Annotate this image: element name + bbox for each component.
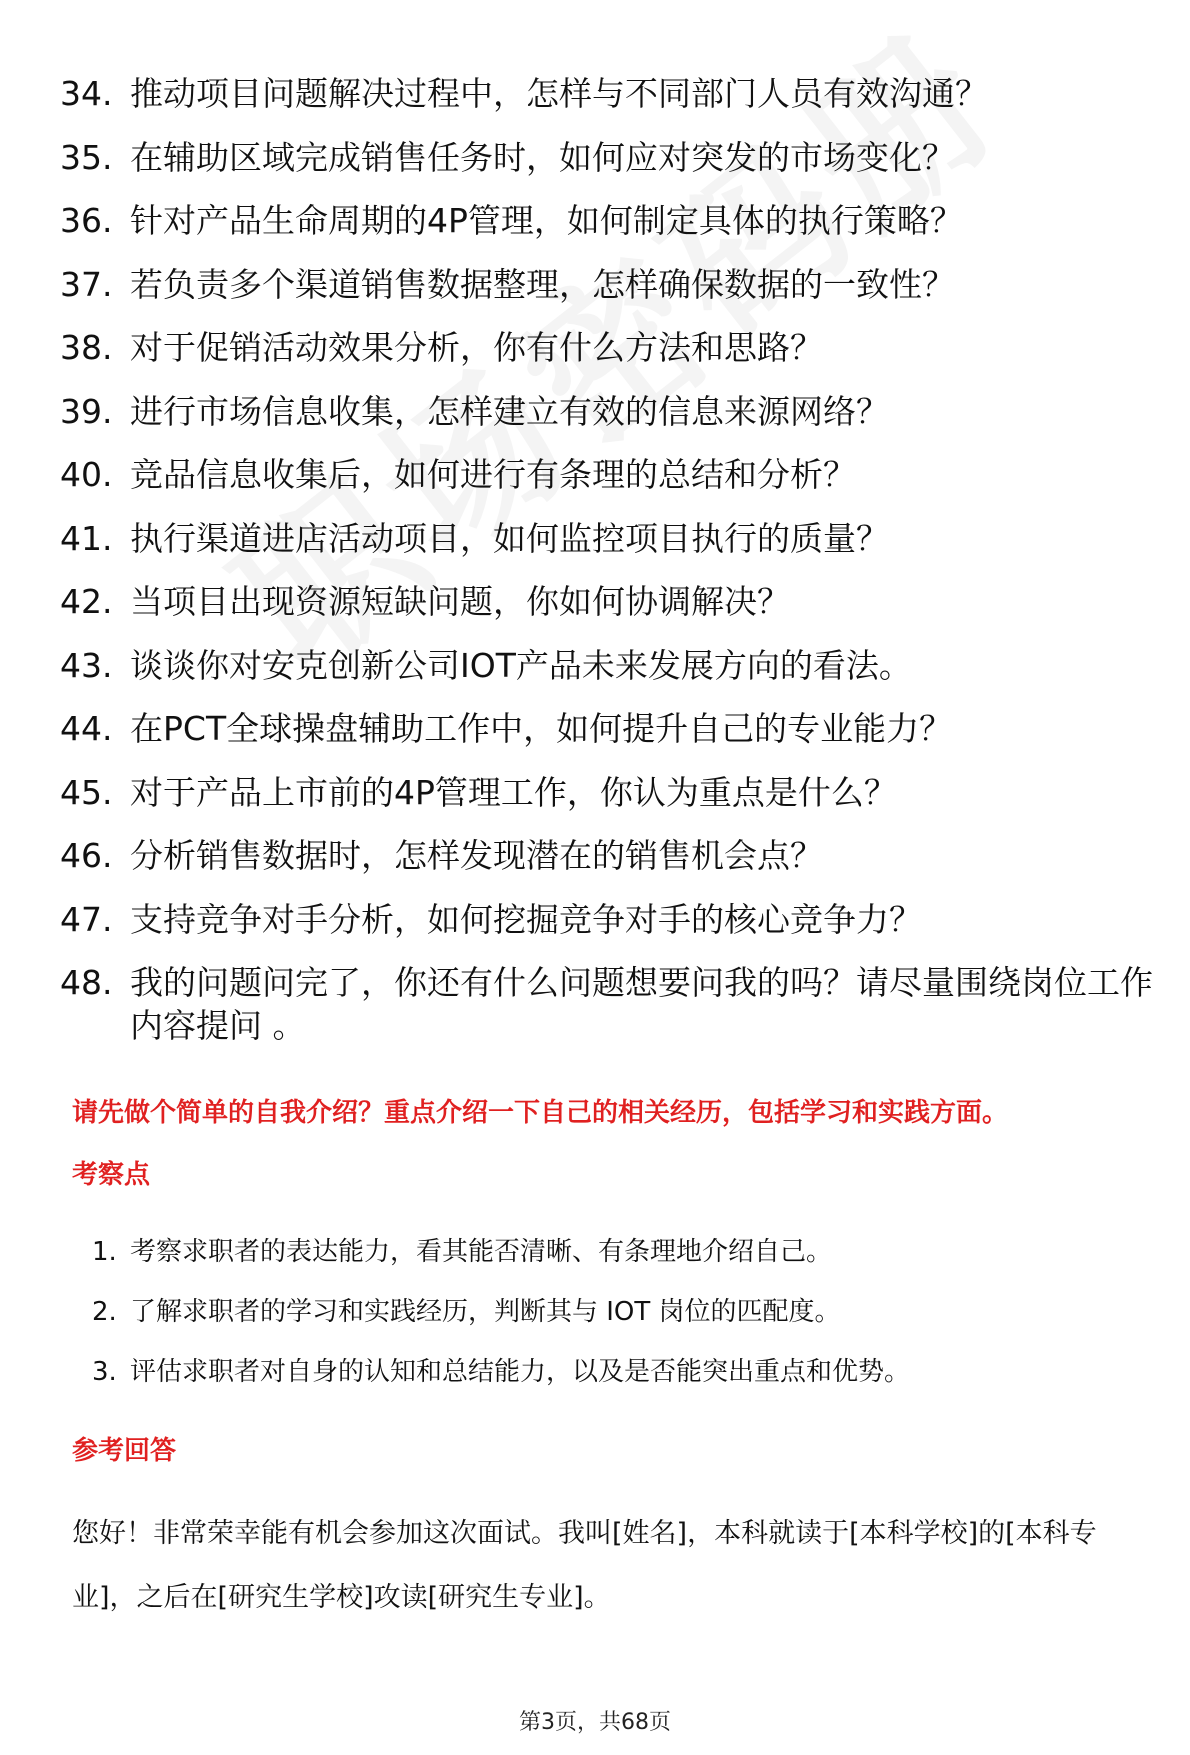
question-item — [60, 72, 1160, 115]
point-text: 了解求职者的学习和实践经历，判断其与 IOT 岗位的匹配度。 — [130, 1297, 841, 1327]
question-number: 46. — [60, 836, 113, 875]
question-item — [60, 199, 1160, 242]
question-list — [60, 72, 1160, 1068]
answer-text: 您好！非常荣幸能有机会参加这次面试。我叫[姓名]，本科就读于[本科学校]的[本科专业]，之后在[研究生学校]攻读[研究生专业]。 — [72, 1518, 1097, 1613]
question-number: 47. — [60, 899, 113, 939]
point-number: 1. — [92, 1237, 117, 1267]
point-item — [92, 1354, 1152, 1390]
question-number: 36. — [60, 201, 113, 240]
question-number: 39. — [60, 391, 113, 431]
question-text: 分析销售数据时，怎样发现潜在的销售机会点？ — [130, 836, 823, 875]
question-item — [60, 453, 1160, 496]
question-text: 当项目出现资源短缺问题，你如何协调解决？ — [130, 582, 790, 621]
question-text: 若负责多个渠道销售数据整理，怎样确保数据的一致性？ — [130, 264, 955, 304]
question-item — [60, 136, 1160, 179]
question-text: 执行渠道进店活动项目，如何监控项目执行的质量？ — [130, 518, 889, 558]
points-list — [92, 1234, 1152, 1414]
question-number: 41. — [60, 518, 113, 558]
question-number: 34. — [60, 74, 113, 113]
question-text: 推动项目问题解决过程中，怎样与不同部门人员有效沟通？ — [130, 74, 988, 113]
question-number: 40. — [60, 455, 113, 494]
answer-title: 参考回答 — [72, 1436, 177, 1466]
question-item — [60, 644, 1160, 687]
point-item — [92, 1234, 1152, 1270]
question-number: 43. — [60, 645, 113, 685]
question-item — [60, 898, 1160, 941]
question-number: 42. — [60, 582, 113, 621]
question-text: 在辅助区域完成销售任务时，如何应对突发的市场变化？ — [130, 137, 955, 177]
question-item — [60, 390, 1160, 433]
question-text: 对于促销活动效果分析，你有什么方法和思路？ — [130, 328, 823, 367]
question-number: 35. — [60, 137, 113, 177]
question-text: 竞品信息收集后，如何进行有条理的总结和分析？ — [130, 455, 856, 494]
question-item — [60, 961, 1160, 1047]
question-item — [60, 517, 1160, 560]
question-text: 对于产品上市前的4P管理工作，你认为重点是什么？ — [130, 772, 897, 812]
question-number: 44. — [60, 709, 113, 748]
question-text: 支持竞争对手分析，如何挖掘竞争对手的核心竞争力？ — [130, 899, 922, 939]
question-number: 38. — [60, 328, 113, 367]
question-text: 在PCT全球操盘辅助工作中，如何提升自己的专业能力？ — [130, 709, 953, 748]
question-item — [60, 834, 1160, 877]
point-text: 评估求职者对自身的认知和总结能力，以及是否能突出重点和优势。 — [130, 1357, 911, 1387]
point-text: 考察求职者的表达能力，看其能否清晰、有条理地介绍自己。 — [130, 1237, 833, 1267]
question-text: 谈谈你对安克创新公司IOT产品未来发展方向的看法。 — [130, 645, 912, 685]
point-number: 2. — [92, 1297, 117, 1327]
page-footer: 第3页，共68页 — [519, 1710, 671, 1735]
question-item — [60, 707, 1160, 750]
points-title: 考察点 — [72, 1160, 151, 1190]
question-item — [60, 771, 1160, 814]
question-text: 我的问题问完了，你还有什么问题想要问我的吗？请尽量围绕岗位工作内容提问 。 — [130, 963, 1153, 1045]
question-item — [60, 580, 1160, 623]
question-number: 45. — [60, 772, 113, 812]
question-text: 进行市场信息收集，怎样建立有效的信息来源网络？ — [130, 391, 889, 431]
point-number: 3. — [92, 1357, 117, 1387]
point-item — [92, 1294, 1152, 1330]
question-number: 48. — [60, 963, 113, 1002]
question-item — [60, 263, 1160, 306]
question-number: 37. — [60, 264, 113, 304]
intro-question: 请先做个简单的自我介绍？重点介绍一下自己的相关经历，包括学习和实践方面。 — [72, 1098, 1009, 1128]
question-item — [60, 326, 1160, 369]
question-text: 针对产品生命周期的4P管理，如何制定具体的执行策略？ — [130, 201, 963, 240]
